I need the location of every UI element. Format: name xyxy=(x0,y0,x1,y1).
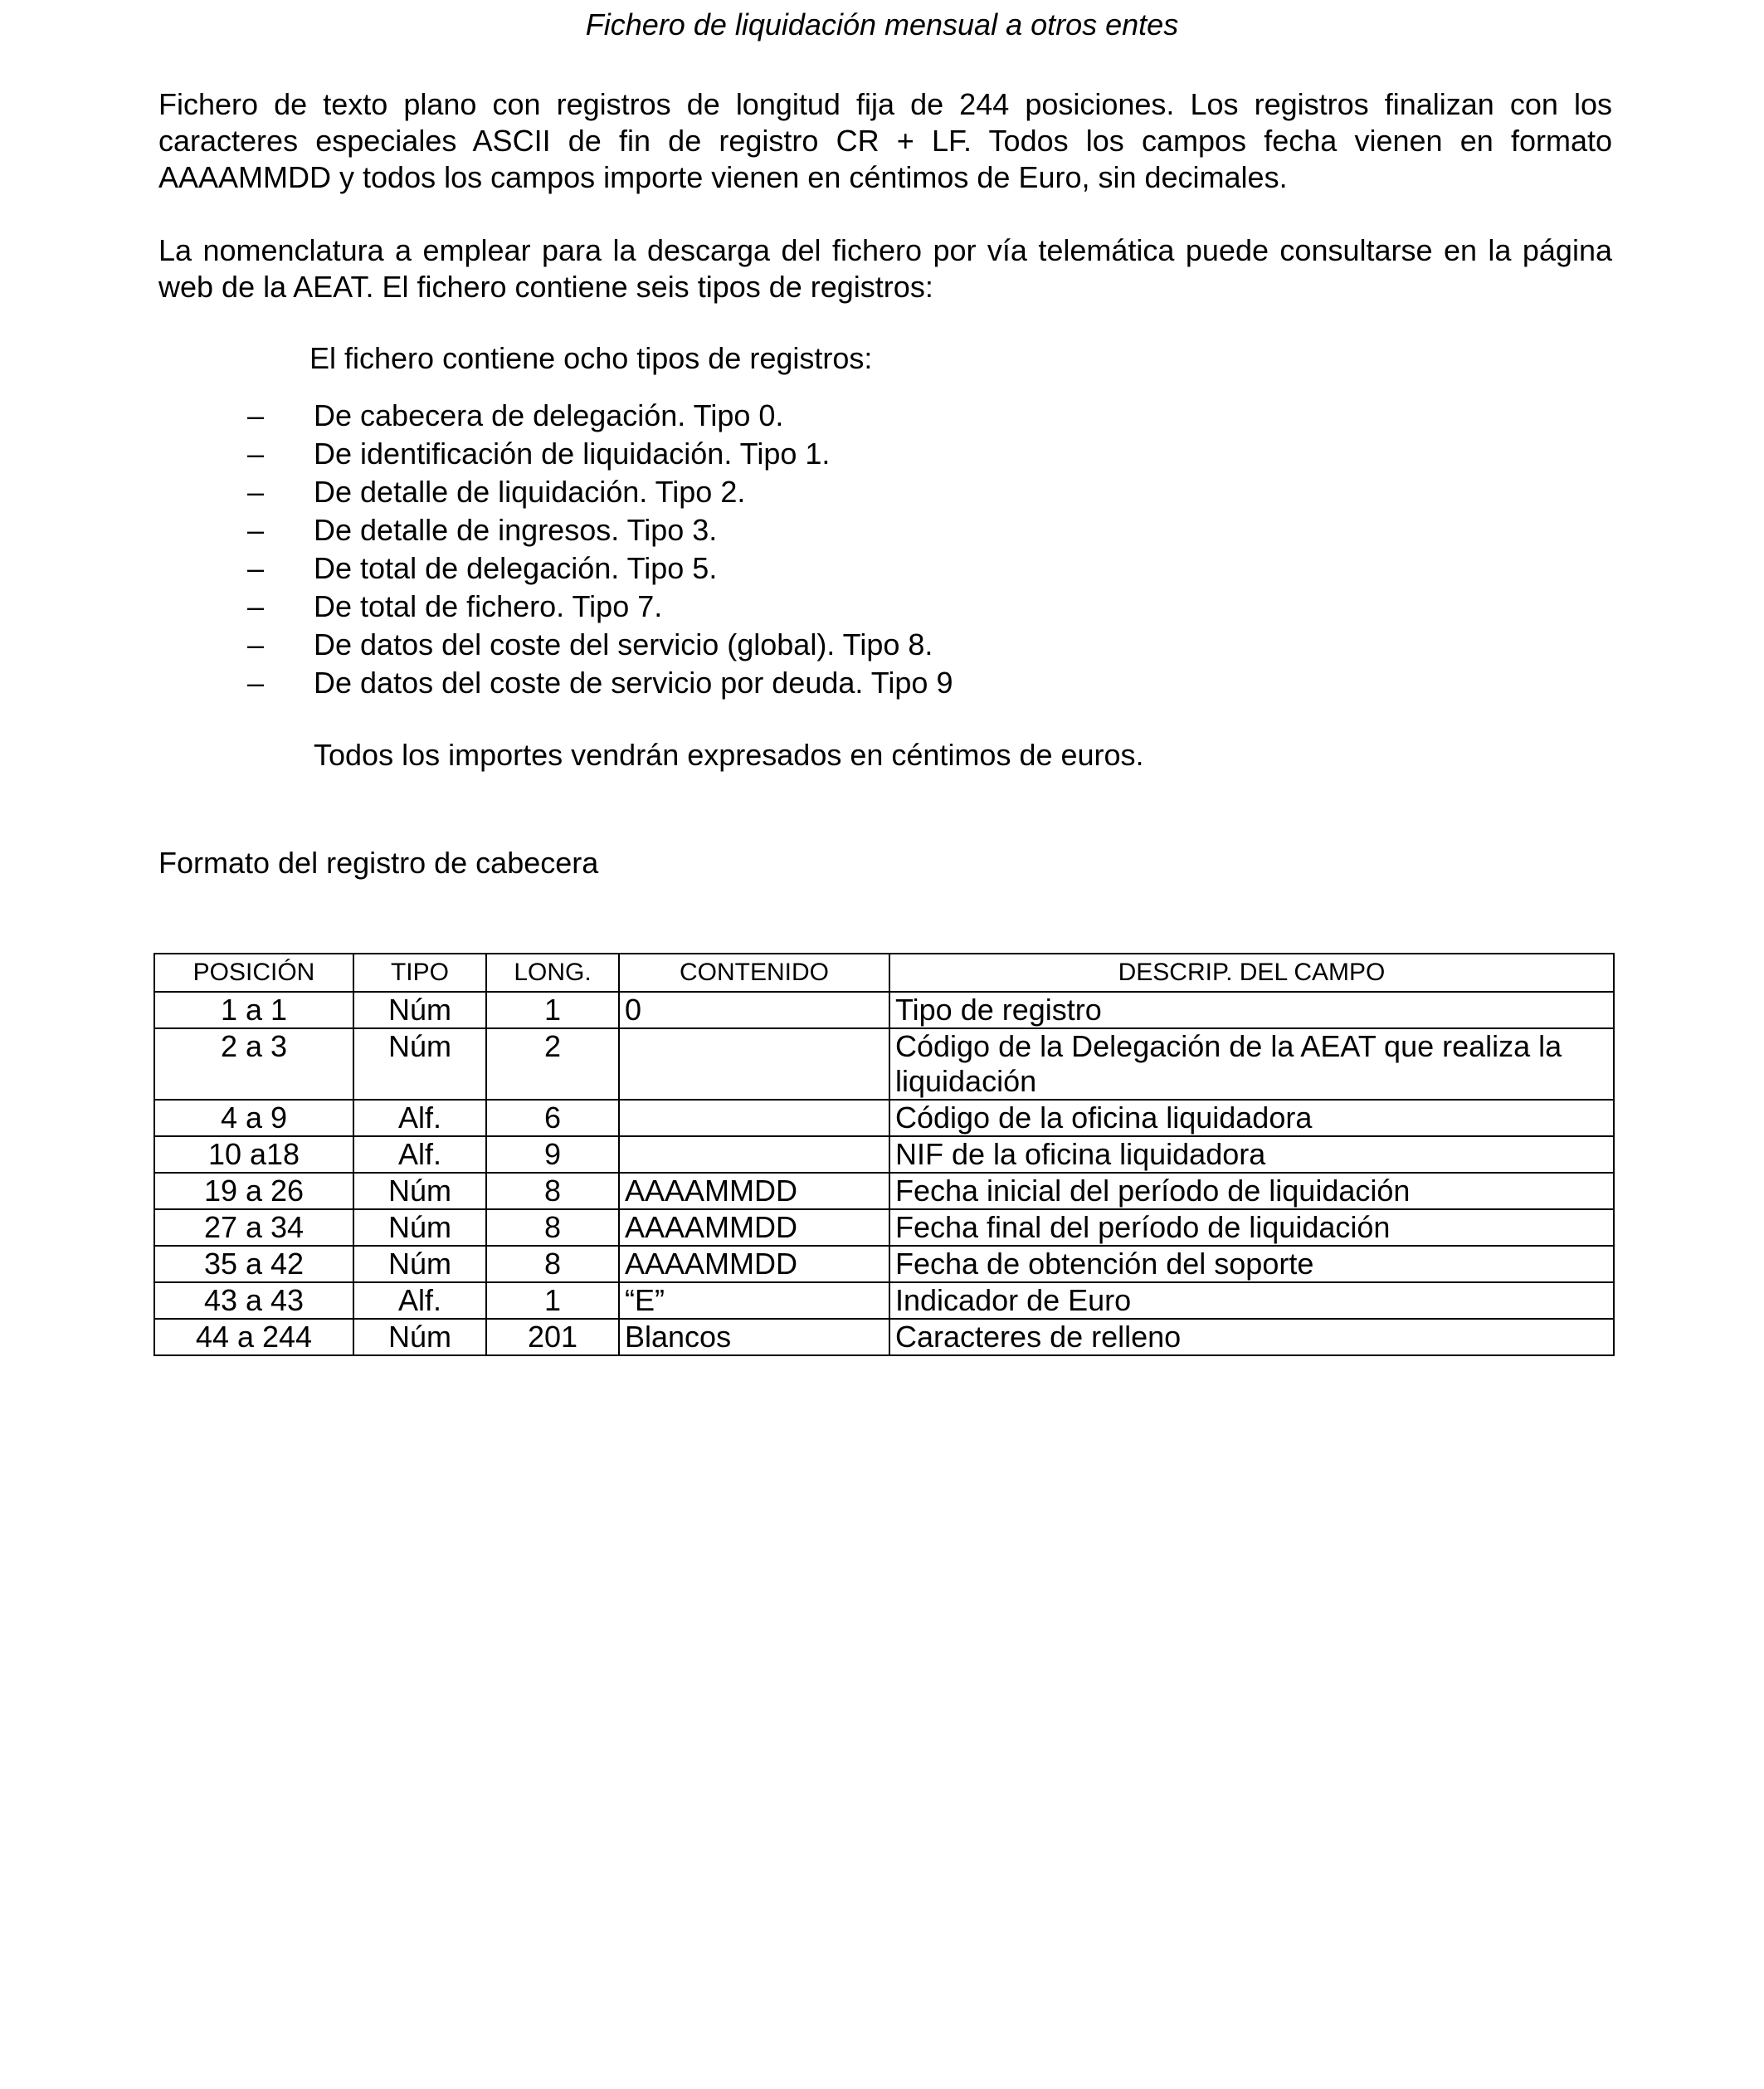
list-item xyxy=(247,511,953,549)
cell-type: Núm xyxy=(353,1028,486,1100)
table-row xyxy=(154,1282,1614,1319)
page-title: Fichero de liquidación mensual a otros entes xyxy=(585,7,1179,41)
nomenclature-paragraph: La nomenclatura a emplear para la descarga del fichero por vía telemática puede consultarse en la página web de la AEAT. El fichero contiene seis tipos de registros: xyxy=(158,233,1612,304)
cell-length: 201 xyxy=(486,1319,619,1355)
list-item xyxy=(247,626,953,664)
cell-content: AAAAMMDD xyxy=(619,1209,889,1246)
column-header-type: TIPO xyxy=(353,954,486,992)
record-types-intro: El fichero contiene ocho tipos de registros: xyxy=(309,341,873,375)
cell-description: Fecha de obtención del soporte xyxy=(889,1246,1614,1282)
column-header-description: DESCRIP. DEL CAMPO xyxy=(889,954,1614,992)
column-header-content: CONTENIDO xyxy=(619,954,889,992)
header-record-table xyxy=(153,953,1615,1356)
column-header-position: POSICIÓN xyxy=(154,954,353,992)
cell-length: 8 xyxy=(486,1246,619,1282)
list-item-label: De cabecera de delegación. Tipo 0. xyxy=(314,398,784,432)
list-item xyxy=(247,397,953,435)
table-row xyxy=(154,1028,1614,1100)
cell-type: Núm xyxy=(353,992,486,1028)
table-row xyxy=(154,992,1614,1028)
cell-description: Tipo de registro xyxy=(889,992,1614,1028)
list-item-label: De total de fichero. Tipo 7. xyxy=(314,589,663,623)
cell-description: Fecha inicial del período de liquidación xyxy=(889,1173,1614,1209)
record-types-list xyxy=(247,397,953,702)
cell-position: 4 a 9 xyxy=(154,1100,353,1136)
list-bullet: – xyxy=(247,398,265,432)
list-bullet: – xyxy=(247,551,265,585)
list-item xyxy=(247,549,953,588)
cell-position: 2 a 3 xyxy=(154,1028,353,1100)
cell-content xyxy=(619,1028,889,1100)
section-title: Formato del registro de cabecera xyxy=(158,846,599,880)
cell-position: 10 a18 xyxy=(154,1136,353,1173)
cell-description: Fecha final del período de liquidación xyxy=(889,1209,1614,1246)
list-item-label: De identificación de liquidación. Tipo 1. xyxy=(314,437,831,471)
list-item-label: De total de delegación. Tipo 5. xyxy=(314,551,718,585)
amounts-note: Todos los importes vendrán expresados en céntimos de euros. xyxy=(314,738,1144,772)
cell-type: Alf. xyxy=(353,1100,486,1136)
list-item xyxy=(247,435,953,473)
cell-description: Código de la oficina liquidadora xyxy=(889,1100,1614,1136)
table-header-row xyxy=(154,954,1614,992)
cell-type: Núm xyxy=(353,1246,486,1282)
list-item xyxy=(247,664,953,702)
cell-position: 35 a 42 xyxy=(154,1246,353,1282)
cell-description: Indicador de Euro xyxy=(889,1282,1614,1319)
table-row xyxy=(154,1209,1614,1246)
cell-content xyxy=(619,1100,889,1136)
cell-content: Blancos xyxy=(619,1319,889,1355)
list-item-label: De datos del coste del servicio (global). Tipo 8. xyxy=(314,627,933,661)
cell-type: Alf. xyxy=(353,1282,486,1319)
table-row xyxy=(154,1100,1614,1136)
cell-description: Caracteres de relleno xyxy=(889,1319,1614,1355)
intro-paragraph: Fichero de texto plano con registros de longitud fija de 244 posiciones. Los registros finalizan con los caracteres especiales ASCII de fin de registro CR + LF. Todos los campos fecha vienen en formato AAAAMMDD y todos los campos importe vienen en céntimos de Euro, sin decimales. xyxy=(158,87,1612,194)
list-bullet: – xyxy=(247,437,265,471)
table-row xyxy=(154,1246,1614,1282)
cell-content: 0 xyxy=(619,992,889,1028)
list-item xyxy=(247,588,953,626)
list-bullet: – xyxy=(247,513,265,547)
cell-type: Núm xyxy=(353,1319,486,1355)
list-bullet: – xyxy=(247,627,265,661)
cell-description: NIF de la oficina liquidadora xyxy=(889,1136,1614,1173)
cell-length: 2 xyxy=(486,1028,619,1100)
cell-type: Núm xyxy=(353,1209,486,1246)
cell-length: 1 xyxy=(486,992,619,1028)
list-item-label: De datos del coste de servicio por deuda. Tipo 9 xyxy=(314,666,953,700)
cell-description: Código de la Delegación de la AEAT que realiza la liquidación xyxy=(889,1028,1614,1100)
table-row xyxy=(154,1136,1614,1173)
list-item-label: De detalle de liquidación. Tipo 2. xyxy=(314,475,746,509)
cell-type: Alf. xyxy=(353,1136,486,1173)
cell-content: AAAAMMDD xyxy=(619,1173,889,1209)
cell-length: 1 xyxy=(486,1282,619,1319)
cell-position: 1 a 1 xyxy=(154,992,353,1028)
list-bullet: – xyxy=(247,666,265,700)
column-header-length: LONG. xyxy=(486,954,619,992)
list-bullet: – xyxy=(247,589,265,623)
cell-position: 27 a 34 xyxy=(154,1209,353,1246)
list-item xyxy=(247,473,953,511)
cell-length: 9 xyxy=(486,1136,619,1173)
cell-content: AAAAMMDD xyxy=(619,1246,889,1282)
list-bullet: – xyxy=(247,475,265,509)
list-item-label: De detalle de ingresos. Tipo 3. xyxy=(314,513,718,547)
cell-content: “E” xyxy=(619,1282,889,1319)
cell-length: 6 xyxy=(486,1100,619,1136)
cell-position: 43 a 43 xyxy=(154,1282,353,1319)
cell-length: 8 xyxy=(486,1173,619,1209)
table-row xyxy=(154,1173,1614,1209)
cell-length: 8 xyxy=(486,1209,619,1246)
table-row xyxy=(154,1319,1614,1355)
cell-type: Núm xyxy=(353,1173,486,1209)
cell-position: 19 a 26 xyxy=(154,1173,353,1209)
cell-position: 44 a 244 xyxy=(154,1319,353,1355)
cell-content xyxy=(619,1136,889,1173)
